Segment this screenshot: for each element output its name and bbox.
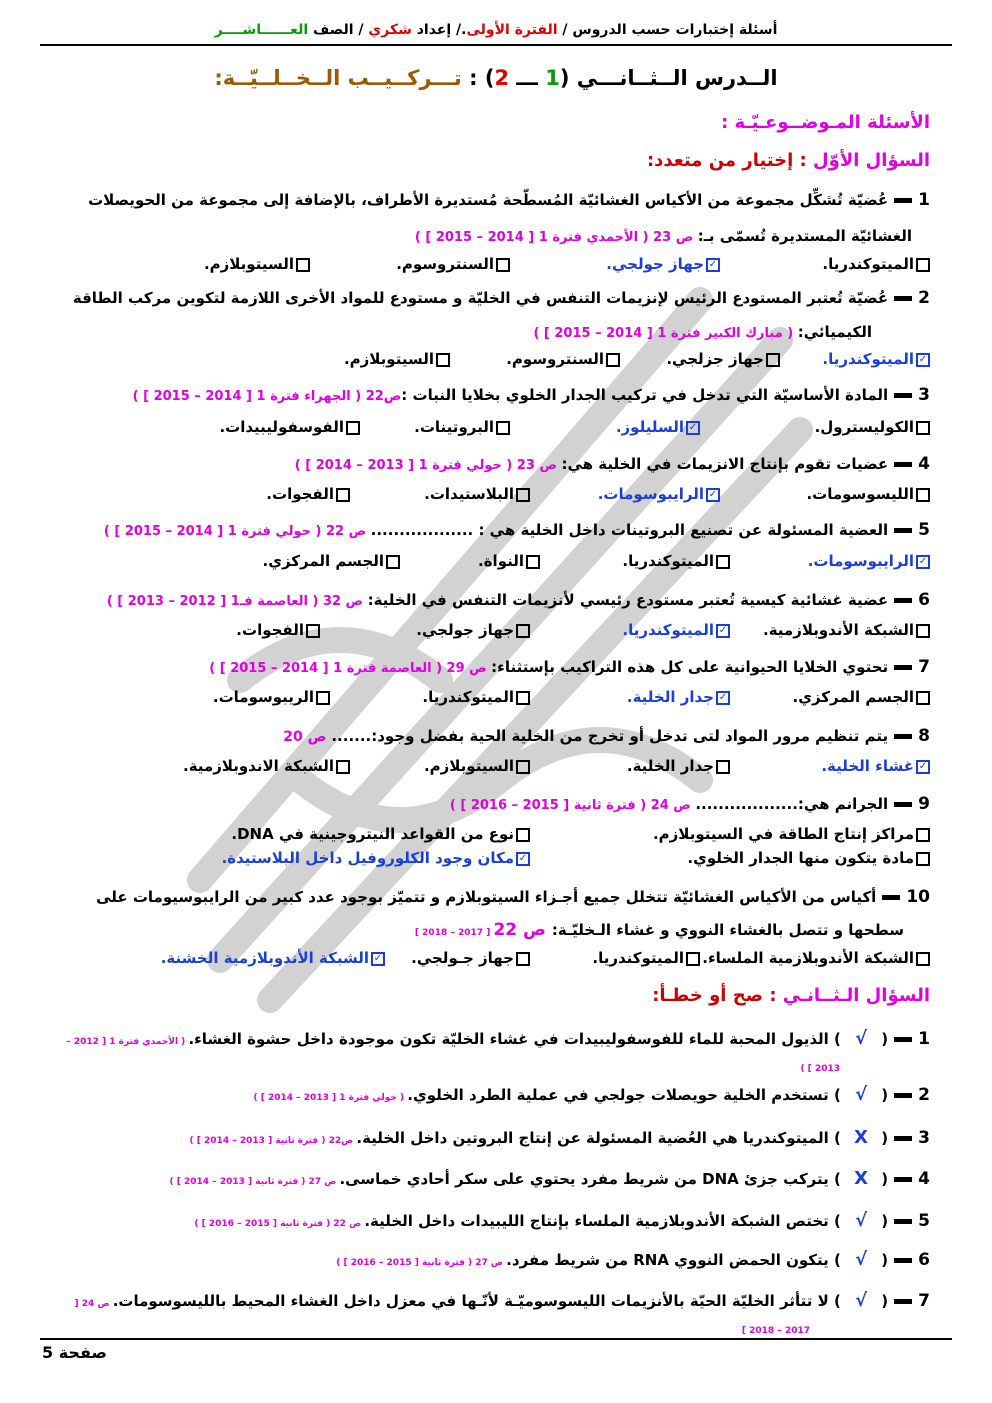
tf-item-7-src: 2017 – 2018 ]: [741, 1326, 810, 1336]
page-header: أسئلة إختبارات حسب الدروس / الفترة الأولى./ إعداد شكري / الصف العــــــاشــــر: [214, 22, 778, 38]
question-2: 2عُضيّة تُعتبر المستودع الرئيس لإنزيمات التنفس في الخليّة و مستودع للمواد الأخرى اللازمة لتكوين مركب الطاقة: [72, 288, 930, 308]
question-1-cont: الغشائيّة المستديرة تُسمّى بـ: ص 23 ( الأحمدي فترة 1 [ 2014 – 2015 ] ): [414, 227, 912, 245]
option[interactable]: الميتوكندريا.: [592, 949, 700, 967]
question-8: 8يتم تنظيم مرور المواد لتى تدخل أو تخرج من الخلية الحية بفضل وجود:....... ص 20: [283, 726, 930, 746]
question-5: 5العضية المسئولة عن تصنيع البروتينات داخل الخلية هي : .................. ص 22 ( حولي فترة 1 [ 2014 – 2015 ] ): [103, 520, 930, 540]
option[interactable]: الميتوكندريا.: [622, 552, 730, 570]
option[interactable]: الفوسفوليبيدات.: [219, 418, 360, 436]
option[interactable]: الريبوسومات.: [213, 688, 330, 706]
option[interactable]: الفجوات.: [266, 485, 350, 503]
section-objective: الأسئلة المـوضــوعـيّـة :: [721, 112, 930, 133]
option-correct[interactable]: ✓مكان وجود الكلوروفيل داخل البلاستيدة.: [222, 849, 530, 867]
question-6: 6عضية غشائية كيسية تُعتبر مستودع رئيسي لأنزيمات التنفس في الخلية: ص 32 ( العاصمة فـ1 [ 2012 – 2013 ] ): [106, 590, 930, 610]
option[interactable]: جهاز جزلجي.: [666, 350, 780, 368]
page-number: صفحة 5: [42, 1343, 107, 1362]
option[interactable]: نوع من القواعد النيتروجينية في DNA.: [231, 825, 530, 843]
tf-item-4: 4( X ) يتركب جزئ DNA من شريط مفرد يحتوي على سكر أحادي خماسى. ص 27 ( فترة ثانية [ 2013 – 2014 ] ): [169, 1168, 930, 1189]
option-correct[interactable]: ✓الميتوكندريا.: [622, 621, 730, 639]
option-correct[interactable]: ✓جدار الخلية.: [627, 688, 730, 706]
tf-item-5: 5( √ ) تختص الشبكة الأندوبلازمية الملساء بإنتاج الليبيدات داخل الخلية. ص 22 ( فترة ثانية [ 2015 – 2016 ] ): [194, 1210, 930, 1231]
lesson-title: الــدرس الــثــانـــي (1 ـــ 2) : تـــركــيــب الــخــلــيّــة:: [214, 66, 778, 90]
option[interactable]: البروتينات.: [414, 418, 510, 436]
option-correct[interactable]: ✓الرايبوسومات.: [808, 552, 930, 570]
option[interactable]: السيتوبلازم.: [204, 255, 310, 273]
options-3: [40, 418, 930, 442]
options-8: [40, 757, 930, 781]
q1-heading: السؤال الأوّل : إختيار من متعدد:: [646, 150, 930, 171]
options-1: [40, 255, 930, 279]
option[interactable]: الجسم المركزي.: [263, 552, 401, 570]
option[interactable]: البلاستيدات.: [424, 485, 530, 503]
options-9-row1: [40, 825, 930, 849]
option[interactable]: السيتوبلازم.: [344, 350, 450, 368]
tf-item-1-src: 2013 ] ): [800, 1064, 840, 1074]
question-9: 9الجرانم هي:.................. ص 24 ( فترة ثانية [ 2015 – 2016 ] ): [449, 794, 930, 814]
option[interactable]: جدار الخلية.: [627, 757, 730, 775]
option[interactable]: الشبكة الاندوبلازمية.: [183, 757, 350, 775]
option[interactable]: السيتوبلازم.: [424, 757, 530, 775]
option[interactable]: مادة يتكون منها الجدار الخلوي.: [687, 849, 930, 867]
options-9-row2: [40, 849, 930, 873]
option-correct[interactable]: ✓الرايبوسومات.: [598, 485, 720, 503]
question-10-cont: سطحها و تتصل بالغشاء النووي و غشاء الـخليّـة: ص 22 [ 2017 – 2018 ]: [414, 920, 904, 940]
tf-item-3: 3( X ) الميتوكندريا هي العُضية المسئولة عن إنتاج البروتين داخل الخلية. ص22 ( فترة ثانية [ 2013 – 2014 ] ): [189, 1127, 930, 1148]
options-10: [40, 949, 930, 973]
option[interactable]: الليسوسومات.: [806, 485, 930, 503]
header-rule: [40, 44, 952, 46]
option-correct[interactable]: ✓الميتوكندريا.: [822, 350, 930, 368]
option[interactable]: الشبكة الأندوبلازمية الملساء.: [702, 949, 930, 967]
option[interactable]: السنتروسوم.: [506, 350, 620, 368]
question-10: 10أكياس من الأكياس الغشائيّة تتخلل جميع أجـزاء السيتوبلازم و تتميّز بوجود عدد كبير من الرايبوسيومات على: [96, 887, 930, 907]
tf-item-2: 2( √ ) تستخدم الخلية حويصلات جولجي في عملية الطرد الخلوي. ( حولي فترة 1 [ 2013 – 2014 ] ): [253, 1084, 930, 1105]
question-1: 1عُضيّة تُشكِّل مجموعة من الأكياس الغشائيّة المُسطّحة مُستديرة الأطراف، بالإضافة إلى مجموعة من الحويصلات: [88, 190, 930, 210]
tf-item-1: 1( √ ) الذيول المحبة للماء للفوسفوليبيدات في غشاء الخليّة تكون موجودة داخل حشوة الغشاء. ( الأحمدي فترة 1 [ 2012 –: [66, 1028, 930, 1049]
question-4: 4عضيات تقوم بإنتاج الانزيمات في الخلية هي: ص 23 ( حولي فترة 1 [ 2013 – 2014 ] ): [294, 454, 930, 474]
option-correct[interactable]: ✓السليلوز.: [616, 418, 700, 436]
option[interactable]: الميتوكندريا.: [422, 688, 530, 706]
option[interactable]: الميتوكندريا.: [822, 255, 930, 273]
option[interactable]: الفجوات.: [236, 621, 320, 639]
q2-heading: السؤال الـثــانـي : صح أو خطـأ:: [652, 985, 930, 1006]
question-2-cont: الكيميائي: ( مبارك الكبير فترة 1 [ 2014 – 2015 ] ): [533, 323, 872, 341]
option[interactable]: النواة.: [478, 552, 540, 570]
option[interactable]: السنتروسوم.: [396, 255, 510, 273]
option-correct[interactable]: ✓الشبكة الأندوبلازمية الخشنة.: [161, 949, 385, 967]
options-5: [40, 552, 930, 576]
option[interactable]: الكوليسترول.: [815, 418, 930, 436]
question-3: 3المادة الأساسيّة التي تدخل في تركيب الجدار الخلوي بخلايا النبات :ص22 ( الجهراء فترة 1 [ 2014 – 2015 ] ): [132, 385, 930, 405]
options-2: [40, 350, 930, 374]
option-correct[interactable]: ✓غشاء الخلية.: [821, 757, 930, 775]
option-correct[interactable]: ✓جهاز جولجي.: [606, 255, 720, 273]
option[interactable]: الشبكة الأندوبلازمية.: [763, 621, 930, 639]
tf-item-7: 7( √ ) لا تتأثر الخليّة الحيّة بالأنزيمات الليسوسوميّـة لأنّـها في معزل داخل الغشاء المحيط بالليسوسومات. ص 24 [: [74, 1290, 930, 1311]
options-7: [40, 688, 930, 712]
options-6: [40, 621, 930, 645]
question-7: 7تحتوي الخلايا الحيوانية على كل هذه التراكيب بإستثناء: ص 29 ( العاصمة فترة 1 [ 2014 – 2015 ] ): [209, 657, 930, 677]
options-4: [40, 485, 930, 509]
option[interactable]: جهاز جولجي.: [416, 621, 530, 639]
tf-item-6: 6( √ ) يتكون الحمض النووي RNA من شريط مفرد. ص 27 ( فترة ثانية [ 2015 – 2016 ] ): [336, 1249, 930, 1270]
option[interactable]: مراكز إنتاج الطاقة في السيتوبلازم.: [653, 825, 930, 843]
option[interactable]: الجسم المركزي.: [793, 688, 931, 706]
footer-rule: [40, 1338, 952, 1340]
option[interactable]: جهاز جـولجي.: [411, 949, 530, 967]
